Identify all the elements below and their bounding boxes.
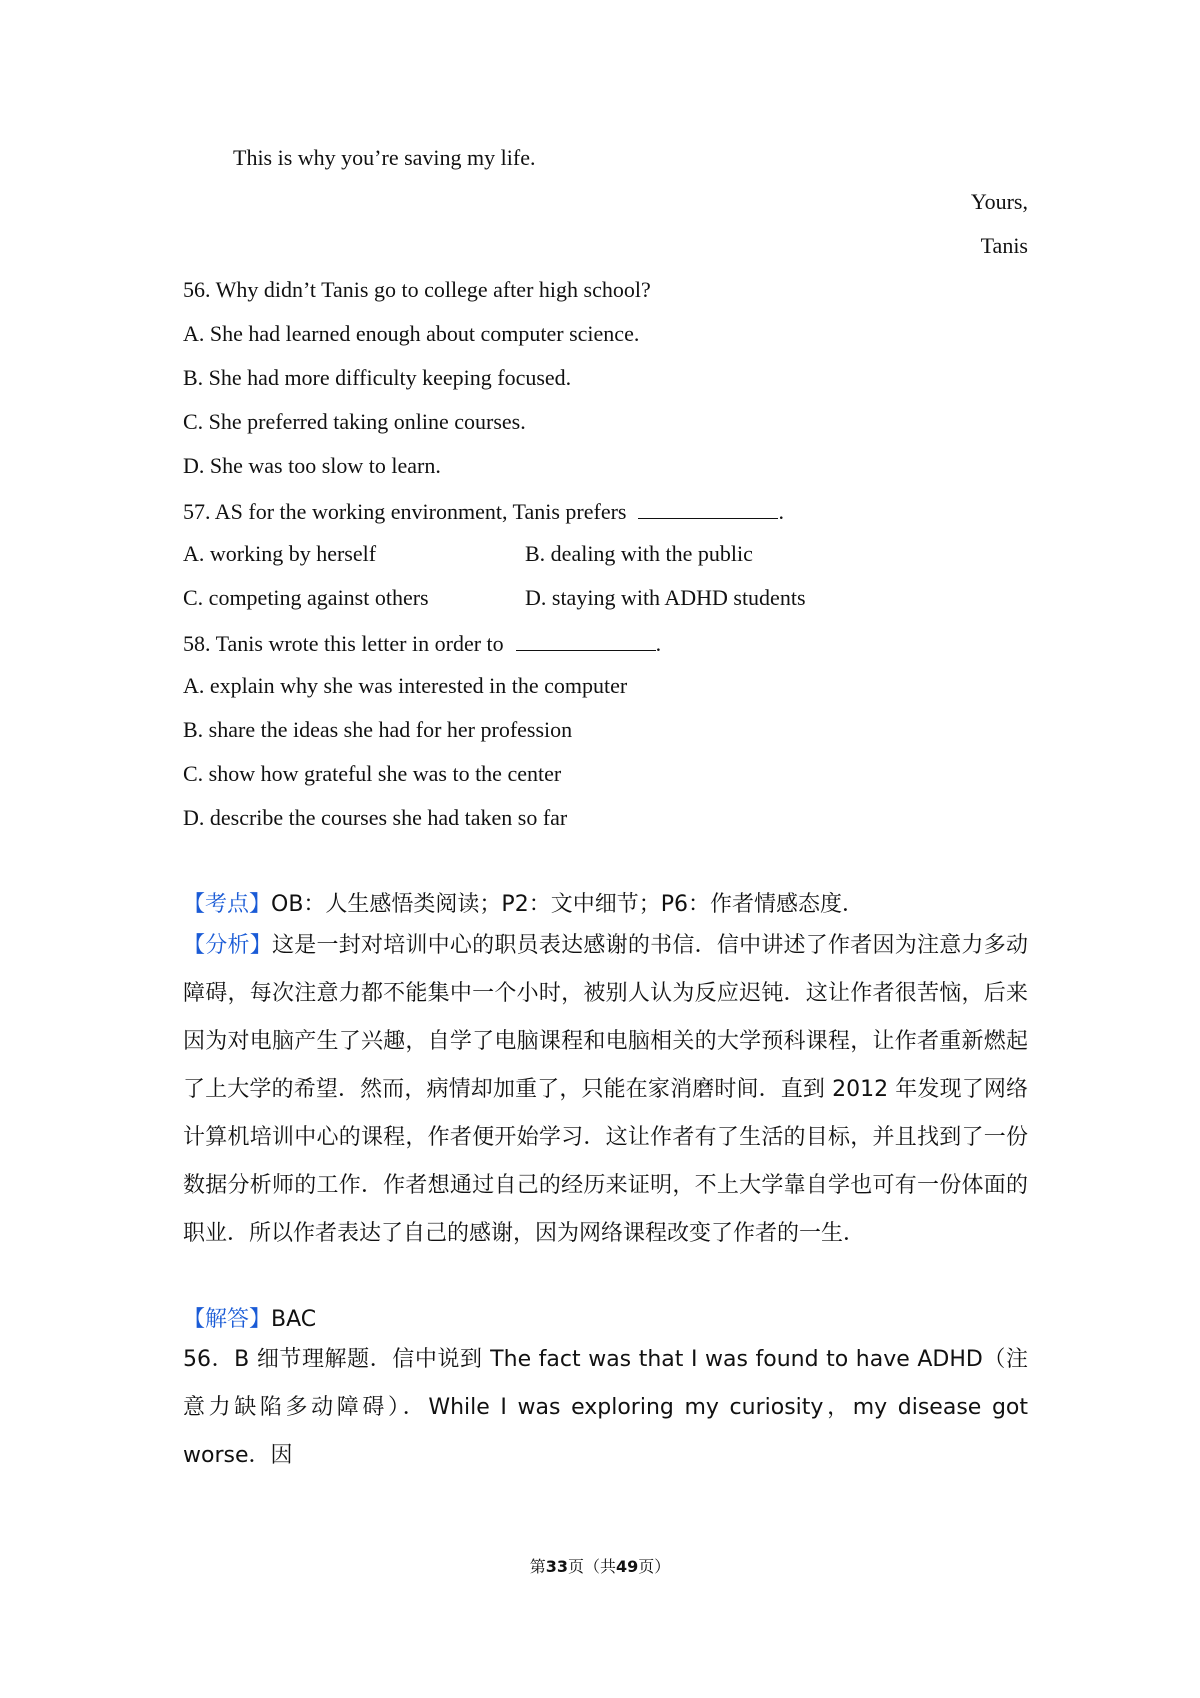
question-56-option-c: C. She preferred taking online courses. <box>183 409 526 434</box>
footer-middle: 页（共 <box>567 1557 616 1576</box>
question-56-option-d: D. She was too slow to learn. <box>183 453 441 478</box>
question-58-option-b: B. share the ideas she had for her profession <box>183 717 573 742</box>
kaodian-line <box>183 891 864 919</box>
footer-prefix: 第 <box>529 1557 546 1576</box>
question-58-option-c: C. show how grateful she was to the center <box>183 761 562 786</box>
letter-closing-line: This is why you’re saving my life. <box>233 145 536 170</box>
question-56-option-b: B. She had more difficulty keeping focused. <box>183 365 572 390</box>
question-58-stem-line <box>183 628 661 658</box>
q56-explanation: 56．B 细节理解题．信中说到 The fact was that I was found to have ADHD（注意力缺陷多动障碍）．While I was exploring my curiosity，my disease got worse．因 <box>183 1347 1028 1468</box>
letter-signature: Tanis <box>980 233 1028 258</box>
question-58-option-a: A. explain why she was interested in the computer <box>183 673 628 698</box>
question-56-stem: 56. Why didn’t Tanis go to college after high school? <box>183 277 651 302</box>
question-57-option-c: C. competing against others <box>183 585 429 610</box>
kaodian-text: OB：人生感悟类阅读；P2：文中细节；P6：作者情感态度． <box>271 892 864 917</box>
kaodian-label: 【考点】 <box>183 892 272 917</box>
fenxi-paragraph <box>183 922 1028 1258</box>
page-footer <box>0 1556 1200 1578</box>
question-57-option-b: B. dealing with the public <box>525 541 753 566</box>
question-57-stem-line <box>183 496 784 526</box>
jieda-text: BAC <box>271 1307 317 1332</box>
fenxi-text: 这是一封对培训中心的职员表达感谢的书信．信中讲述了作者因为注意力多动障碍，每次注意力都不能集中一个小时，被别人认为反应迟钝．这让作者很苦恼，后来因为对电脑产生了兴趣，自学了电脑课程和电脑相关的大学预科课程，让作者重新燃起了上大学的希望．然而，病情却加重了，只能在家消磨时间．直到 2012 年发现了网络计算机培训中心的课程，作者便开始学习．这让作者有了生活的目标，并且找到了一份数据分析师的工作．作者想通过自己的经历来证明，不上大学靠自学也可有一份体面的职业．所以作者表达了自己的感谢，因为网络课程改变了作者的一生． <box>183 933 1028 1246</box>
jieda-label: 【解答】 <box>183 1307 272 1332</box>
question-58-option-d: D. describe the courses she had taken so far <box>183 805 568 830</box>
question-57-option-a: A. working by herself <box>183 541 377 566</box>
question-58-stem-end: . <box>655 631 662 656</box>
question-57-stem: 57. AS for the working environment, Tanis prefers <box>183 499 627 524</box>
question-57-stem-end: . <box>778 499 784 524</box>
fenxi-label: 【分析】 <box>183 933 272 958</box>
letter-yours: Yours, <box>970 189 1028 214</box>
question-57-option-d: D. staying with ADHD students <box>525 585 806 610</box>
footer-suffix: 页） <box>638 1557 671 1576</box>
answer-blank <box>516 628 656 651</box>
footer-total-pages: 49 <box>616 1557 639 1576</box>
question-58-stem: 58. Tanis wrote this letter in order to <box>183 631 504 656</box>
answer-blank <box>638 496 778 519</box>
jieda-line <box>183 1306 316 1334</box>
question-56-option-a: A. She had learned enough about computer science. <box>183 321 640 346</box>
footer-page-number: 33 <box>545 1557 568 1576</box>
